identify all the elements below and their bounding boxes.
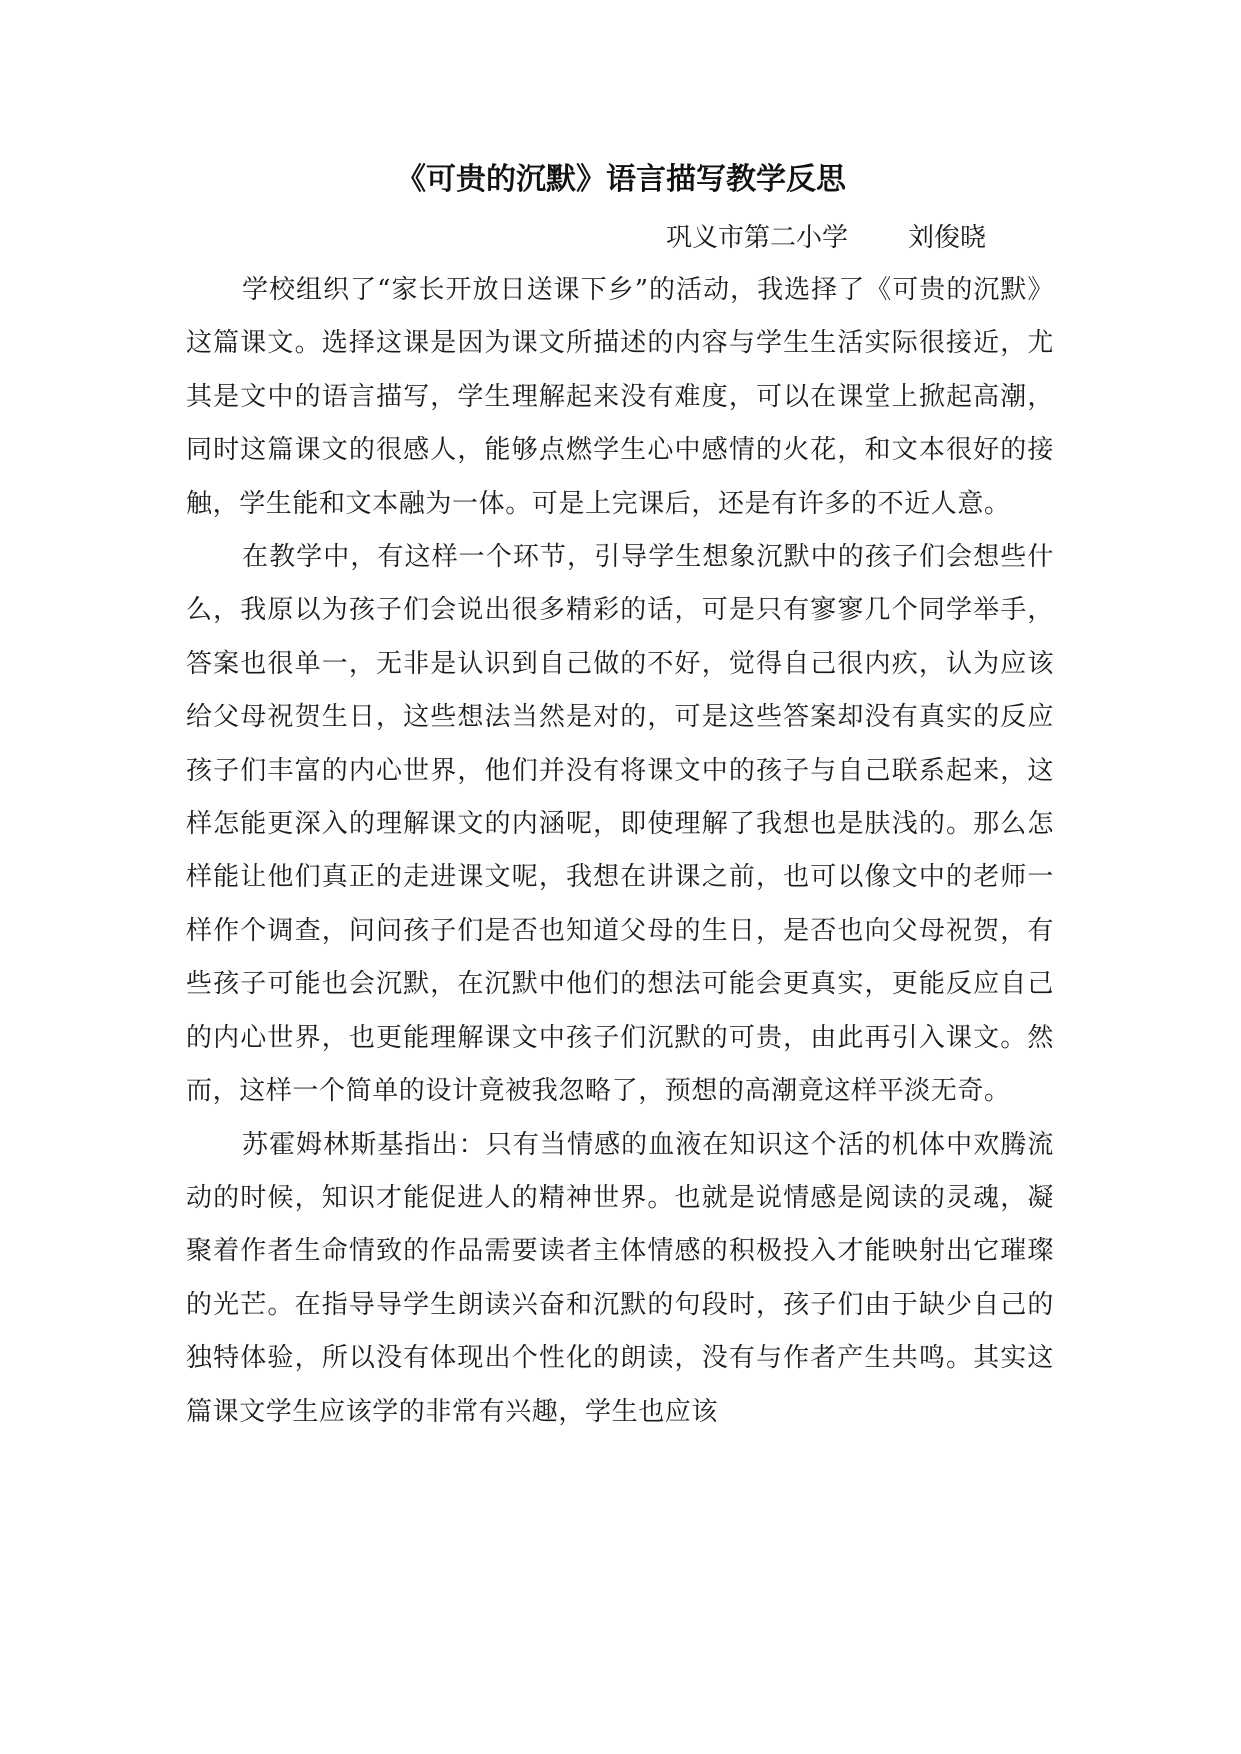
paragraph-3: 苏霍姆林斯基指出：只有当情感的血液在知识这个活的机体中欢腾流动的时候，知识才能促进人的精神世界。也就是说情感是阅读的灵魂，凝聚着作者生命情致的作品需要读者主体情感的积极投入才能映射出它璀璨的光芒。在指导导学生朗读兴奋和沉默的句段时，孩子们由于缺少自己的独特体验，所以没有体现出个性化的朗读，没有与作者产生共鸣。其实这篇课文学生应该学的非常有兴趣，学生也应该 xyxy=(186,1129,1054,1427)
document-body xyxy=(186,264,1054,1439)
school-name: 巩义市第二小学 xyxy=(665,223,848,253)
document-title: 《可贵的沉默》语言描写教学反思 xyxy=(396,162,846,197)
paragraph-1: 学校组织了“家长开放日送课下乡”的活动，我选择了《可贵的沉默》这篇课文。选择这课是因为课文所描述的内容与学生生活实际很接近，尤其是文中的语言描写，学生理解起来没有难度，可以在课堂上掀起高潮，同时这篇课文的很感人，能够点燃学生心中感情的火花，和文本很好的接触，学生能和文本融为一体。可是上完课后，还是有许多的不近人意。 xyxy=(186,275,1054,519)
author-name: 刘俊晓 xyxy=(907,223,986,253)
byline xyxy=(186,218,986,258)
paragraph-2: 在教学中，有这样一个环节，引导学生想象沉默中的孩子们会想些什么，我原以为孩子们会说出很多精彩的话，可是只有寥寥几个同学举手，答案也很单一，无非是认识到自己做的不好，觉得自己很内疚，认为应该给父母祝贺生日，这些想法当然是对的，可是这些答案却没有真实的反应孩子们丰富的内心世界，他们并没有将课文中的孩子与自己联系起来，这样怎能更深入的理解课文的内涵呢，即使理解了我想也是肤浅的。那么怎样能让他们真正的走进课文呢，我想在讲课之前，也可以像文中的老师一样作个调查，问问孩子们是否也知道父母的生日，是否也向父母祝贺，有些孩子可能也会沉默，在沉默中他们的想法可能会更真实，更能反应自己的内心世界，也更能理解课文中孩子们沉默的可贵，由此再引入课文。然而，这样一个简单的设计竟被我忽略了，预想的高潮竟这样平淡无奇。 xyxy=(186,542,1054,1107)
